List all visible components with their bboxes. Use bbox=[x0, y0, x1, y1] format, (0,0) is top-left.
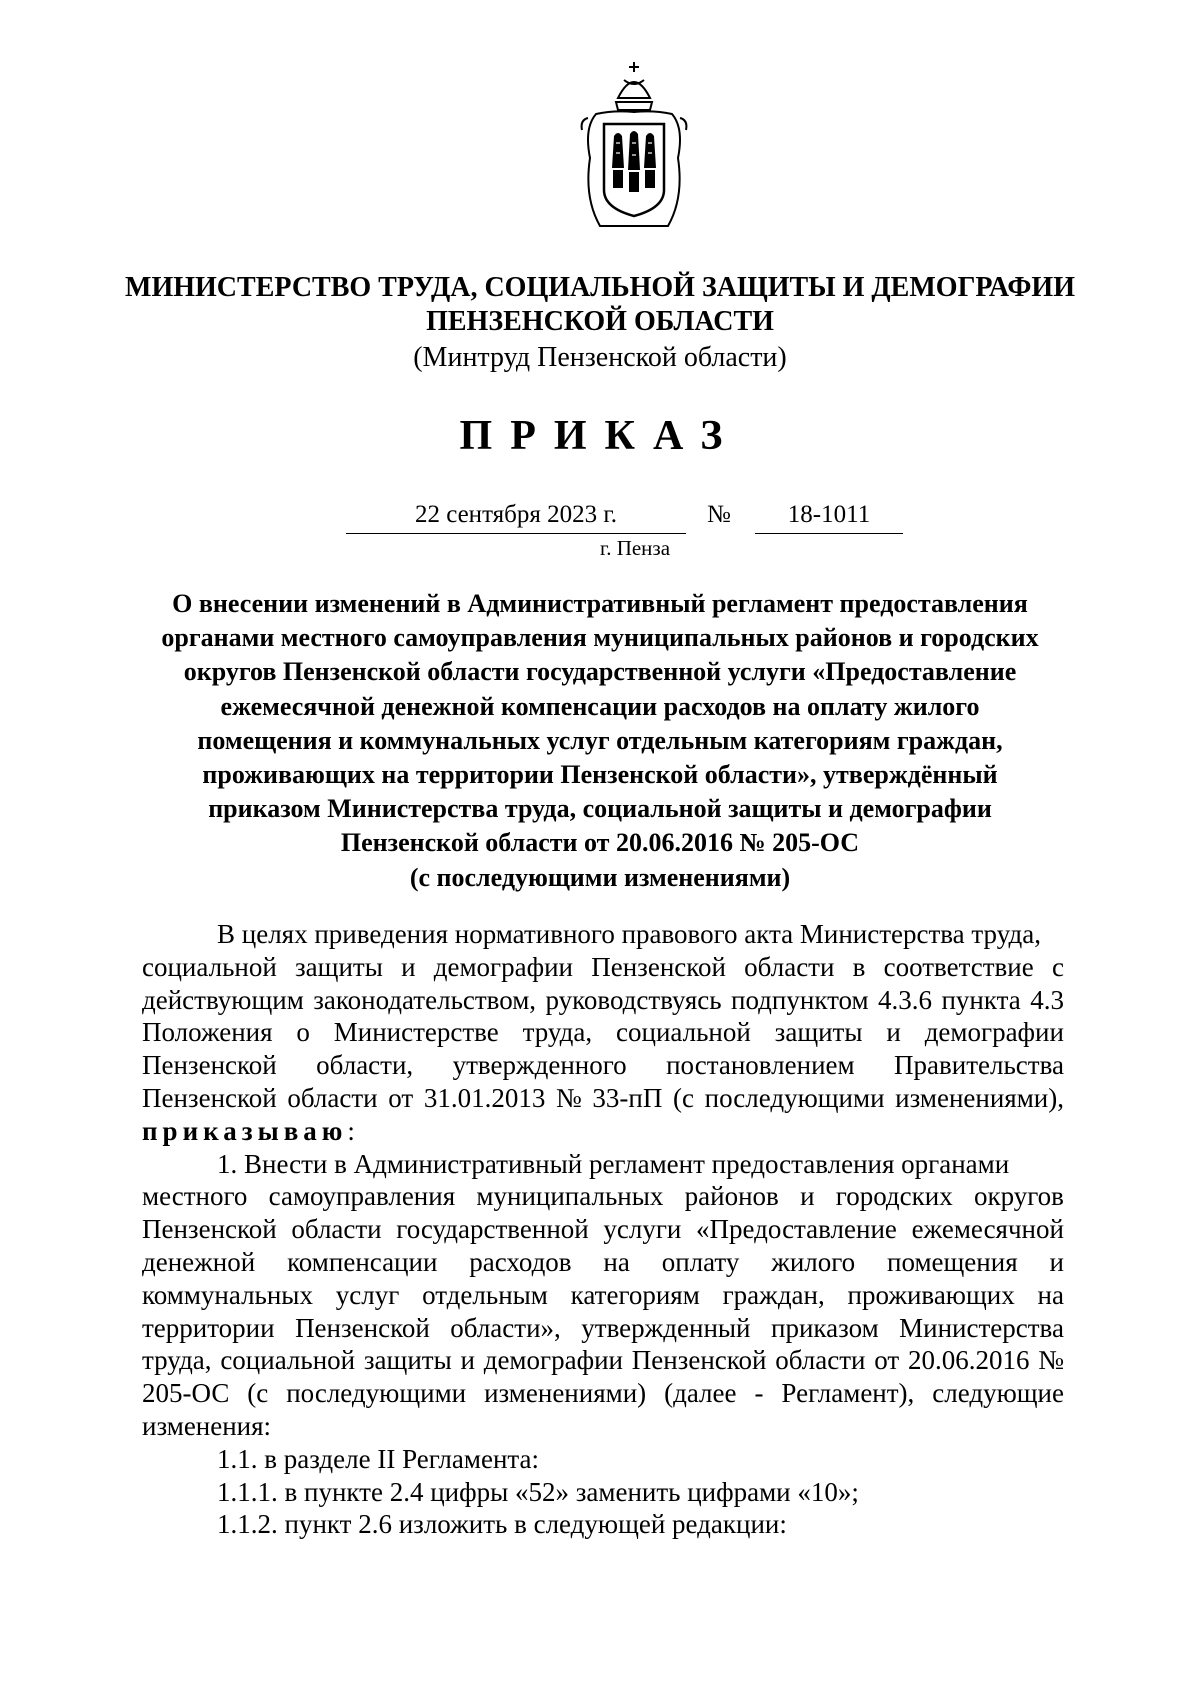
heading-line: органами местного самоуправления муниципальных районов и городских bbox=[161, 623, 1039, 653]
body-line: местного самоуправления муниципальных районов и городских округов bbox=[142, 1181, 1064, 1212]
list-item: 1.1. в разделе II Регламента: bbox=[217, 1443, 540, 1474]
body-line: коммунальных услуг отдельным категориям граждан, проживающих на bbox=[142, 1279, 1064, 1310]
body-line: Пензенской области, утвержденного постановлением Правительства bbox=[142, 1050, 1064, 1081]
order-heading bbox=[140, 587, 1060, 895]
order-city: г. Пенза bbox=[599, 536, 671, 560]
order-number: 18-1011 bbox=[755, 499, 903, 534]
body-line: денежной компенсации расходов на оплату жилого помещения и bbox=[142, 1246, 1064, 1277]
list-item: 1.1.2. пункт 2.6 изложить в следующей редакции: bbox=[217, 1509, 787, 1540]
body-line: действующим законодательством, руководствуясь подпунктом 4.3.6 пункта 4.3 bbox=[142, 984, 1064, 1015]
heading-line: приказом Министерства труда, социальной защиты и демографии bbox=[208, 794, 992, 824]
body-line: социальной защиты и демографии Пензенской области в соответствие с bbox=[142, 951, 1064, 982]
list-item: 1.1.1. в пункте 2.4 цифры «52» заменить цифрами «10»; bbox=[217, 1476, 859, 1507]
body-line: 1. Внести в Административный регламент предоставления органами bbox=[217, 1148, 1010, 1179]
ministry-short-name: (Минтруд Пензенской области) bbox=[413, 342, 787, 373]
body-line: Пензенской области от 31.01.2013 № 33-пП (с последующими изменениями), bbox=[142, 1082, 1064, 1113]
order-title: ПРИКАЗ bbox=[459, 413, 741, 459]
body-line: территории Пензенской области», утвержденный приказом Министерства bbox=[142, 1312, 1064, 1343]
ministry-name-line2: ПЕНЗЕНСКОЙ ОБЛАСТИ bbox=[426, 306, 774, 337]
heading-line: (с последующими изменениями) bbox=[409, 862, 791, 892]
order-decision-line bbox=[142, 1115, 1064, 1148]
body-line: изменения: bbox=[142, 1410, 272, 1441]
heading-line: О внесении изменений в Административный регламент предоставления bbox=[172, 589, 1028, 618]
order-number-sign: № bbox=[707, 501, 731, 528]
heading-line: округов Пензенской области государственной услуги «Предоставление bbox=[183, 657, 1017, 687]
order-decision-colon: : bbox=[347, 1115, 355, 1146]
body-line: труда, социальной защиты и демографии Пензенской области от 20.06.2016 № bbox=[142, 1345, 1064, 1376]
order-body bbox=[142, 918, 1064, 1541]
body-line: Положения о Министерстве труда, социальной защиты и демографии bbox=[142, 1017, 1064, 1048]
heading-line: проживающих на территории Пензенской области», утверждённый bbox=[202, 760, 998, 790]
body-line: 205-ОС (с последующими изменениями) (далее - Регламент), следующие bbox=[142, 1378, 1064, 1409]
ministry-name-line1: МИНИСТЕРСТВО ТРУДА, СОЦИАЛЬНОЙ ЗАЩИТЫ И ДЕМОГРАФИИ bbox=[125, 272, 1075, 303]
heading-line: помещения и коммунальных услуг отдельным категориям граждан, bbox=[197, 725, 1003, 755]
heading-line: ежемесячной денежной компенсации расходов на оплату жилого bbox=[220, 691, 980, 721]
coat-of-arms-emblem bbox=[578, 58, 690, 236]
order-decision-word: приказываю bbox=[142, 1115, 348, 1146]
body-line: Пензенской области государственной услуги «Предоставление ежемесячной bbox=[142, 1214, 1064, 1245]
order-date: 22 сентября 2023 г. bbox=[346, 499, 686, 534]
heading-line: Пензенской области от 20.06.2016 № 205-ОС bbox=[340, 828, 860, 858]
body-line: В целях приведения нормативного правового акта Министерства труда, bbox=[217, 919, 1041, 949]
